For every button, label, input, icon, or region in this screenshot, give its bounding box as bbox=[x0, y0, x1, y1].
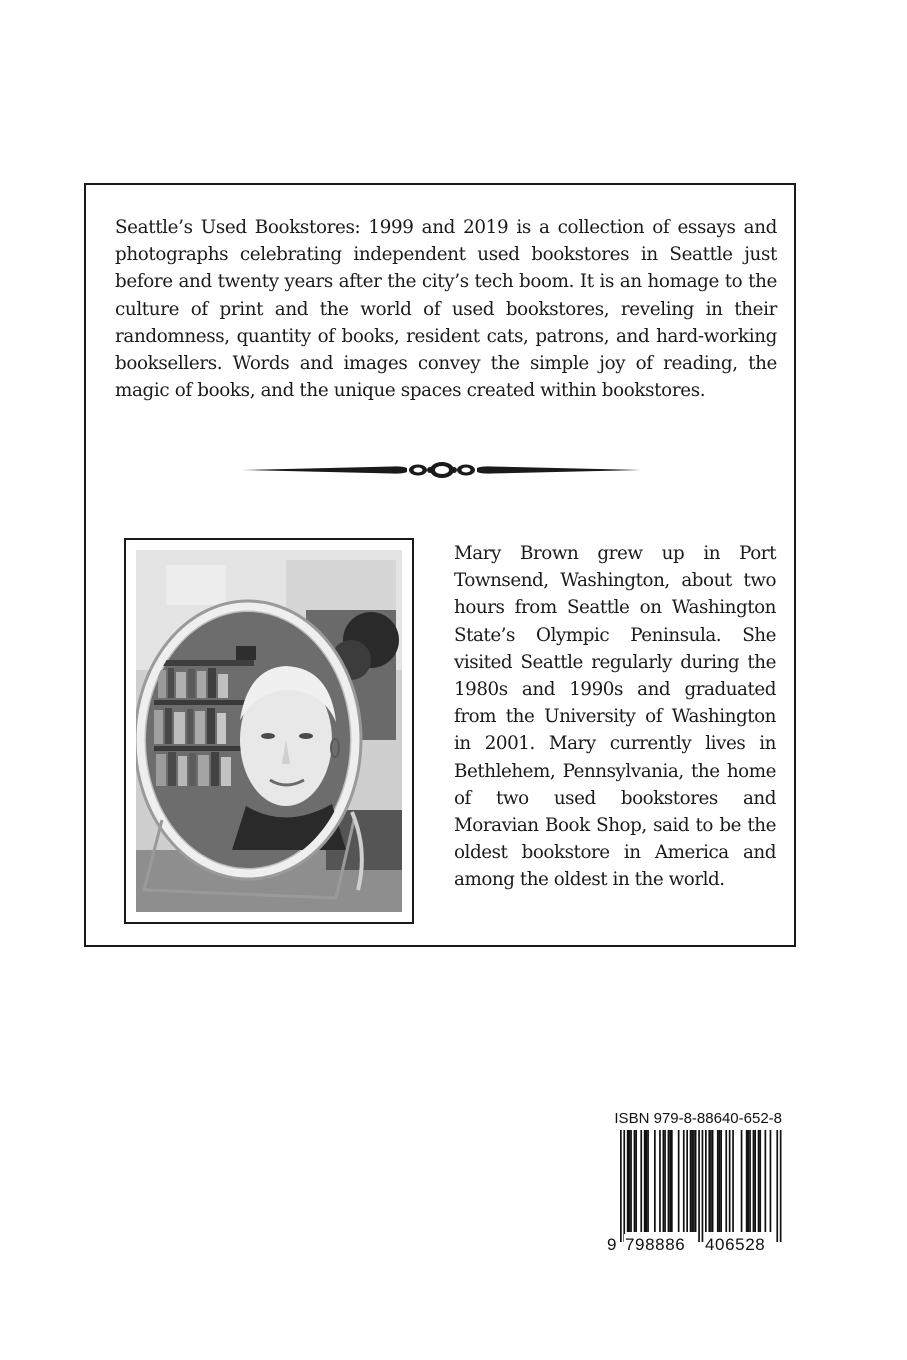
barcode-bar bbox=[754, 1130, 756, 1232]
barcode-bar bbox=[634, 1130, 636, 1232]
barcode-bar bbox=[663, 1130, 665, 1232]
barcode-bar bbox=[630, 1130, 632, 1232]
barcode-bar bbox=[683, 1130, 685, 1232]
barcode-bar bbox=[627, 1130, 629, 1232]
barcode-bar bbox=[669, 1130, 671, 1232]
ornamental-divider-icon bbox=[242, 458, 642, 482]
barcode-bar bbox=[729, 1130, 731, 1232]
barcode-bar bbox=[623, 1130, 625, 1242]
barcode-bar bbox=[678, 1130, 680, 1232]
barcode-bar bbox=[690, 1130, 692, 1232]
barcode-bar bbox=[620, 1130, 622, 1242]
barcode-bar bbox=[646, 1130, 648, 1232]
author-photo bbox=[136, 550, 402, 912]
barcode-bar bbox=[686, 1130, 688, 1232]
barcode-bar bbox=[720, 1130, 722, 1232]
barcode-bar bbox=[644, 1130, 646, 1232]
barcode-bar bbox=[759, 1130, 761, 1232]
barcode-bar bbox=[776, 1130, 778, 1242]
barcode-bar bbox=[629, 1130, 631, 1232]
barcode-bar bbox=[741, 1130, 743, 1232]
barcode-bar bbox=[780, 1130, 782, 1242]
barcode-bar bbox=[640, 1130, 642, 1232]
barcode-bar bbox=[717, 1130, 719, 1232]
barcode-bar bbox=[710, 1130, 712, 1232]
barcode-bar bbox=[698, 1130, 700, 1242]
book-description: Seattle’s Used Bookstores: 1999 and 2019 is a collection of essays and photographs celebrating independent used bookstores in Seattle just before and twenty years after the city’s tech boom. It is an homage to the culture of print and the world of used bookstores, reveling in their randomness, quantity of books, resident cats, patrons, and hard-working booksellers. Words and images convey the simple joy of reading, the magic of books, and the unique spaces created within bookstores. bbox=[115, 217, 777, 402]
barcode-bar bbox=[770, 1130, 772, 1232]
barcode-digits-right: 406528 bbox=[705, 1235, 766, 1254]
barcode-bar bbox=[664, 1130, 666, 1232]
barcode-bar bbox=[725, 1130, 727, 1232]
barcode-bar bbox=[753, 1130, 755, 1232]
author-photo-image bbox=[136, 550, 402, 912]
barcode-bar bbox=[668, 1130, 670, 1232]
barcode-digits bbox=[606, 1234, 782, 1258]
barcode-bar bbox=[635, 1130, 637, 1232]
barcode-bar bbox=[659, 1130, 661, 1232]
author-bio: Mary Brown grew up in Port Townsend, Washington, about two hours from Seattle on Washington State’s Olympic Peninsula. She visited Seattle regularly during the 1980s and 1990s and graduated from the University of Washington in 2001. Mary currently lives in Bethlehem, Pennsylvania, the home of two used bookstores and Moravian Book Shop, said to be the oldest bookstore in America and among the oldest in the world. bbox=[454, 543, 776, 891]
barcode-bar bbox=[712, 1130, 714, 1232]
barcode-bar bbox=[749, 1130, 751, 1232]
barcode-digit-first: 9 bbox=[607, 1235, 618, 1254]
isbn-barcode-block bbox=[606, 1110, 782, 1258]
barcode-bar bbox=[702, 1130, 704, 1242]
barcode-bar bbox=[708, 1130, 710, 1232]
barcode-bar bbox=[705, 1130, 707, 1232]
barcode-bar bbox=[654, 1130, 656, 1232]
barcode-bar bbox=[693, 1130, 695, 1232]
barcode-bar bbox=[719, 1130, 721, 1232]
barcode-bar bbox=[748, 1130, 750, 1232]
barcode-bar bbox=[758, 1130, 760, 1232]
barcode-digits-left: 798886 bbox=[625, 1235, 686, 1254]
isbn-label: ISBN 979-8-88640-652-8 bbox=[614, 1110, 782, 1127]
barcode-bar bbox=[647, 1130, 649, 1232]
barcode-bar bbox=[746, 1130, 748, 1232]
barcode-bar bbox=[765, 1130, 767, 1232]
barcode-bar bbox=[695, 1130, 697, 1232]
ean13-barcode-icon bbox=[606, 1130, 782, 1242]
barcode-bar bbox=[671, 1130, 673, 1232]
barcode-bar bbox=[732, 1130, 734, 1232]
barcode-bar bbox=[691, 1130, 693, 1232]
